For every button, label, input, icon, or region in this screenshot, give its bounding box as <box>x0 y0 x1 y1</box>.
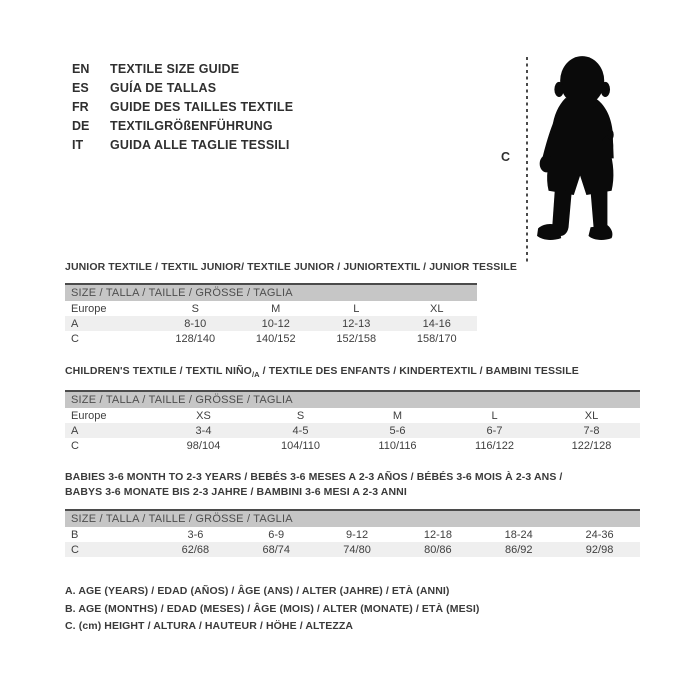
height-cell: 110/116 <box>378 439 417 452</box>
height-cell: 116/122 <box>475 439 514 452</box>
age-cell: 3-6 <box>187 528 204 541</box>
title-part-subscript: /A <box>251 370 260 380</box>
size-cell: M <box>392 409 403 422</box>
height-cell: 140/152 <box>255 332 296 345</box>
children-size-table <box>65 390 640 453</box>
size-cell: XL <box>430 302 444 315</box>
height-cell: 152/158 <box>336 332 377 345</box>
size-cell: L <box>353 302 360 315</box>
row-label: A <box>71 424 79 437</box>
table-row-europe <box>65 408 640 423</box>
size-header: SIZE / TALLA / TAILLE / GRÖSSE / TAGLIA <box>65 510 640 527</box>
size-cell: L <box>491 409 498 422</box>
language-row-es <box>72 78 293 97</box>
table-row-height <box>65 331 477 346</box>
language-row-fr <box>72 97 293 116</box>
section-title: JUNIOR TEXTILE / TEXTIL JUNIOR/ TEXTILE JUNIOR / JUNIORTEXTIL / JUNIOR TESSILE <box>65 261 517 273</box>
babies-size-table <box>65 509 640 557</box>
height-cell: 74/80 <box>343 543 371 556</box>
age-cell: 18-24 <box>504 528 533 541</box>
height-cell: 62/68 <box>181 543 210 556</box>
table-row-age <box>65 423 640 438</box>
language-label: GUIDE DES TAILLES TEXTILE <box>110 99 294 114</box>
height-cell: 68/74 <box>262 543 290 556</box>
size-header-row <box>65 391 640 408</box>
size-header: SIZE / TALLA / TAILLE / GRÖSSE / TAGLIA <box>65 391 640 408</box>
size-cell: S <box>296 409 305 422</box>
title-part: / TEXTILE DES ENFANTS / KINDERTEXTIL / BAMBINI TESSILE <box>259 365 579 377</box>
language-code: IT <box>72 137 84 152</box>
age-cell: 8-10 <box>184 317 207 330</box>
age-cell: 5-6 <box>389 424 406 437</box>
size-cell: M <box>271 302 281 315</box>
age-cell: 12-18 <box>423 528 452 541</box>
language-label: TEXTILGRÖßENFÜHRUNG <box>110 118 273 133</box>
age-cell: 6-9 <box>268 528 285 541</box>
language-code: ES <box>72 80 89 95</box>
footnote-a: A. AGE (YEARS) / EDAD (AÑOS) / ÂGE (ANS) / ALTER (JAHRE) / ETÀ (ANNI) <box>65 585 450 597</box>
language-code: EN <box>72 61 90 76</box>
language-row-en <box>72 59 293 78</box>
section-junior-textile <box>65 260 517 346</box>
row-label: C <box>71 543 79 556</box>
table-row-height <box>65 542 640 557</box>
table-row-age-months <box>65 527 640 542</box>
height-cell: 98/104 <box>186 439 221 452</box>
footnote-b: B. AGE (MONTHS) / EDAD (MESES) / ÂGE (MOIS) / ALTER (MONATE) / ETÀ (MESI) <box>65 602 480 615</box>
height-cell: 92/98 <box>585 543 614 556</box>
height-dotted-line <box>526 57 528 263</box>
footnote-c: C. (cm) HEIGHT / ALTURA / HAUTEUR / HÖHE / ALTEZZA <box>65 620 354 632</box>
size-header: SIZE / TALLA / TAILLE / GRÖSSE / TAGLIA <box>65 284 477 301</box>
section-title-line2: BABYS 3-6 MONATE BIS 2-3 JAHRE / BAMBINI 3-6 MESI A 2-3 ANNI <box>65 486 407 498</box>
junior-size-table <box>65 283 477 346</box>
language-row-it <box>72 135 293 154</box>
age-cell: 14-16 <box>422 317 451 330</box>
size-cell: XL <box>584 409 599 422</box>
section-babies-textile <box>65 470 640 557</box>
age-cell: 10-12 <box>261 317 290 330</box>
table-row-europe <box>65 301 477 316</box>
section-title <box>65 364 640 382</box>
row-label: B <box>71 528 79 541</box>
age-cell: 12-13 <box>342 317 371 330</box>
age-cell: 24-36 <box>585 528 614 541</box>
footnotes <box>65 583 479 636</box>
age-cell: 3-4 <box>195 424 212 437</box>
height-cell: 158/170 <box>416 332 457 345</box>
height-measure-label: C <box>501 150 511 164</box>
language-label: GUÍA DE TALLAS <box>110 80 217 95</box>
size-cell: S <box>191 302 199 315</box>
row-label: Europe <box>71 302 107 315</box>
size-header-row <box>65 284 477 301</box>
table-row-height <box>65 438 640 453</box>
age-cell: 7-8 <box>583 424 600 437</box>
height-cell: 86/92 <box>504 543 533 556</box>
language-row-de <box>72 116 293 135</box>
language-label: GUIDA ALLE TAGLIE TESSILI <box>110 137 290 152</box>
size-cell: XS <box>196 409 211 422</box>
age-cell: 6-7 <box>486 424 503 437</box>
language-code: FR <box>72 99 89 114</box>
height-cell: 128/140 <box>175 332 216 345</box>
language-label: TEXTILE SIZE GUIDE <box>110 61 240 76</box>
language-legend <box>72 59 293 154</box>
title-part: CHILDREN'S TEXTILE / TEXTIL NIÑO <box>65 365 252 377</box>
section-title-line1: BABIES 3-6 MONTH TO 2-3 YEARS / BEBÉS 3-6 MESES A 2-3 AÑOS / BÉBÉS 3-6 MOIS À 2-3 ANS / <box>65 471 563 483</box>
age-cell: 9-12 <box>346 528 369 541</box>
height-cell: 80/86 <box>424 543 452 556</box>
row-label: A <box>71 317 79 330</box>
row-label: Europe <box>71 409 107 422</box>
height-cell: 104/110 <box>281 439 320 452</box>
row-label: C <box>71 332 79 345</box>
age-cell: 4-5 <box>292 424 309 437</box>
table-row-age <box>65 316 477 331</box>
row-label: C <box>71 439 79 452</box>
size-header-row <box>65 510 640 527</box>
language-code: DE <box>72 118 90 133</box>
baby-silhouette-icon <box>536 55 641 265</box>
section-children-textile <box>65 364 640 453</box>
height-cell: 122/128 <box>571 439 612 452</box>
